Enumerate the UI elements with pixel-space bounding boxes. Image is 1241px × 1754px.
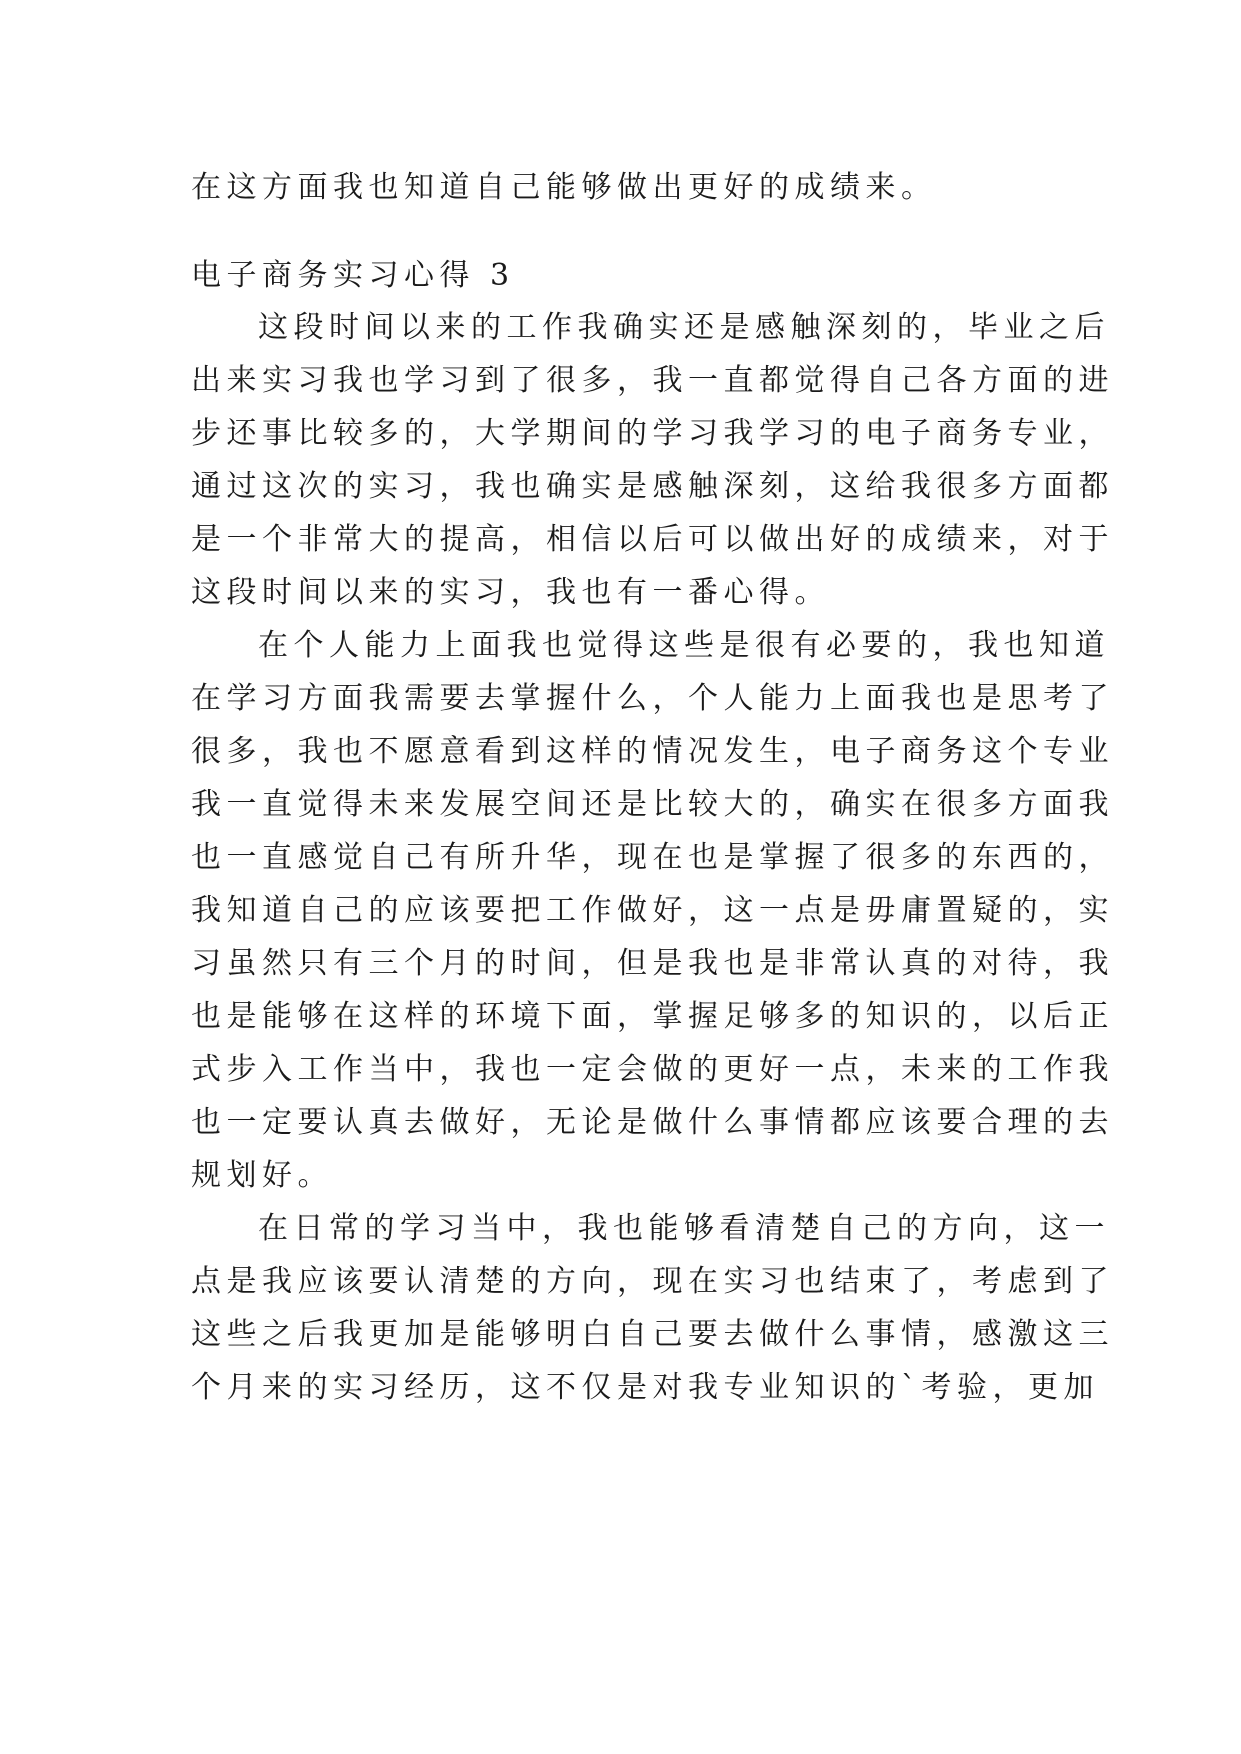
paragraph-2-line-11: 规划好。 (191, 1158, 333, 1193)
section-title: 电子商务实习心得 3 (191, 258, 515, 293)
paragraph-1-line-6: 这段时间以来的实习，我也有一番心得。 (191, 575, 830, 610)
paragraph-3-line-1: 在日常的学习当中，我也能够看清楚自己的方向，这一 (258, 1211, 1110, 1246)
paragraph-2-line-7: 习虽然只有三个月的时间，但是我也是非常认真的对待，我 (191, 946, 1114, 981)
paragraph-2-line-3: 很多，我也不愿意看到这样的情况发生，电子商务这个专业 (191, 734, 1114, 769)
paragraph-1-line-1: 这段时间以来的工作我确实还是感触深刻的，毕业之后 (258, 310, 1110, 345)
intro-line: 在这方面我也知道自己能够做出更好的成绩来。 (191, 170, 937, 205)
paragraph-2-line-10: 也一定要认真去做好，无论是做什么事情都应该要合理的去 (191, 1105, 1114, 1140)
paragraph-1-line-4: 通过这次的实习，我也确实是感触深刻，这给我很多方面都 (191, 469, 1114, 504)
paragraph-2-line-5: 也一直感觉自己有所升华，现在也是掌握了很多的东西的， (191, 840, 1114, 875)
paragraph-2-line-2: 在学习方面我需要去掌握什么，个人能力上面我也是思考了 (191, 681, 1114, 716)
paragraph-2-line-8: 也是能够在这样的环境下面，掌握足够多的知识的，以后正 (191, 999, 1114, 1034)
paragraph-1-line-3: 步还事比较多的，大学期间的学习我学习的电子商务专业， (191, 416, 1114, 451)
paragraph-2-line-4: 我一直觉得未来发展空间还是比较大的，确实在很多方面我 (191, 787, 1114, 822)
paragraph-1-line-2: 出来实习我也学习到了很多，我一直都觉得自己各方面的进 (191, 363, 1114, 398)
paragraph-3-line-4: 个月来的实习经历，这不仅是对我专业知识的`考验，更加 (191, 1370, 1099, 1405)
paragraph-2-line-6: 我知道自己的应该要把工作做好，这一点是毋庸置疑的，实 (191, 893, 1114, 928)
paragraph-2-line-9: 式步入工作当中，我也一定会做的更好一点，未来的工作我 (191, 1052, 1114, 1087)
paragraph-1-line-5: 是一个非常大的提高，相信以后可以做出好的成绩来，对于 (191, 522, 1114, 557)
paragraph-3-line-2: 点是我应该要认清楚的方向，现在实习也结束了，考虑到了 (191, 1264, 1114, 1299)
paragraph-2-line-1: 在个人能力上面我也觉得这些是很有必要的，我也知道 (258, 628, 1110, 663)
paragraph-3-line-3: 这些之后我更加是能够明白自己要去做什么事情，感激这三 (191, 1317, 1114, 1352)
